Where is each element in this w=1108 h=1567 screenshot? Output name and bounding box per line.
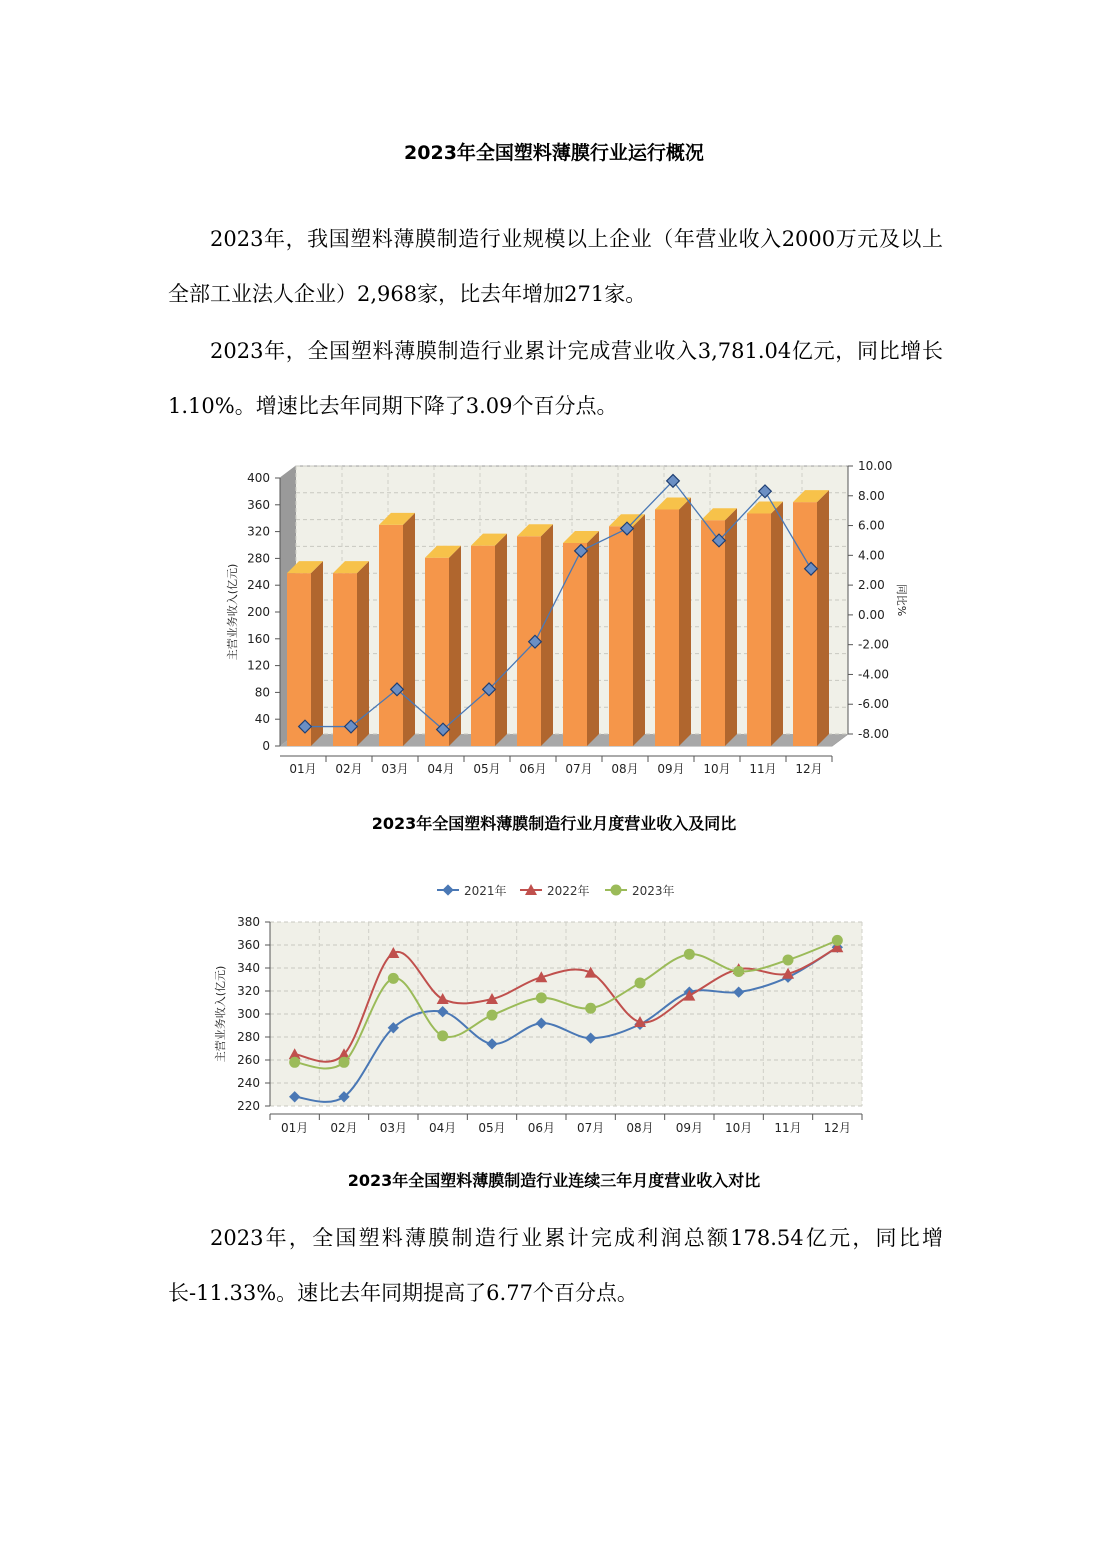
y-tick-label: 220 [237, 1099, 260, 1113]
y2-axis-title: 同比% [895, 583, 908, 617]
x-tick-label: 04月 [429, 1121, 457, 1135]
series-point-2 [635, 977, 646, 988]
y-tick-label: 360 [237, 938, 260, 952]
x-tick-label: 05月 [473, 762, 501, 776]
y-tick-label: 40 [254, 712, 270, 727]
y-tick-label: 320 [237, 984, 260, 998]
y-tick-label: 240 [247, 578, 270, 593]
series-point-2 [487, 1010, 498, 1021]
y-axis-title: 主营业务收入(亿元) [226, 563, 239, 661]
series-point-2 [684, 949, 695, 960]
series-point-2 [832, 935, 843, 946]
y-tick-label: 160 [247, 631, 270, 646]
x-tick-label: 08月 [626, 1121, 654, 1135]
x-tick-label: 09月 [675, 1121, 703, 1135]
y2-tick-label: 0.00 [858, 607, 885, 622]
y-tick-label: 400 [247, 471, 270, 485]
paragraph-enterprises: 2023年，我国塑料薄膜制造行业规模以上企业（年营业收入2000万元及以上全部工业法人企业）2,968家，比去年增加271家。 [168, 227, 943, 306]
x-tick-label: 01月 [289, 762, 317, 776]
series-point-2 [585, 1003, 596, 1014]
x-tick-label: 06月 [519, 762, 547, 776]
paragraph-profit: 2023年，全国塑料薄膜制造行业累计完成利润总额178.54亿元，同比增长-11.33%。速比去年同期提高了6.77个百分点。 [168, 1226, 943, 1305]
y-tick-label: 260 [237, 1053, 260, 1067]
legend-label: 2023年 [632, 884, 675, 898]
x-tick-label: 08月 [611, 762, 639, 776]
legend-marker [611, 885, 622, 896]
y-axis-title: 主营业务收入(亿元) [214, 965, 227, 1063]
chart1-caption: 2023年全国塑料薄膜制造行业月度营业收入及同比 [371, 814, 737, 833]
y-tick-label: 360 [247, 497, 270, 512]
y2-tick-label: 8.00 [858, 488, 885, 503]
y-tick-label: 380 [237, 915, 260, 929]
series-point-2 [289, 1057, 300, 1068]
series-point-2 [339, 1057, 350, 1068]
chart2-caption: 2023年全国塑料薄膜制造行业连续三年月度营业收入对比 [347, 1171, 761, 1190]
x-tick-label: 11月 [749, 762, 777, 776]
x-tick-label: 04月 [427, 762, 455, 776]
y2-tick-label: -6.00 [858, 697, 890, 712]
y-tick-label: 120 [247, 658, 270, 673]
y-tick-label: 280 [247, 551, 270, 566]
x-tick-label: 10月 [703, 762, 731, 776]
x-tick-label: 12月 [823, 1121, 851, 1135]
x-tick-label: 02月 [330, 1121, 358, 1135]
x-tick-label: 06月 [527, 1121, 555, 1135]
x-tick-label: 05月 [478, 1121, 506, 1135]
x-tick-label: 02月 [335, 762, 363, 776]
series-point-2 [783, 954, 794, 965]
series-point-2 [536, 992, 547, 1003]
x-tick-label: 07月 [577, 1121, 605, 1135]
y-tick-label: 340 [237, 961, 260, 975]
document-title: 2023年全国塑料薄膜行业运行概况 [404, 142, 704, 164]
legend-label: 2021年 [464, 884, 507, 898]
x-tick-label: 03月 [381, 762, 409, 776]
x-tick-label: 03月 [379, 1121, 407, 1135]
legend-marker [442, 884, 453, 895]
y2-tick-label: 6.00 [858, 518, 885, 533]
x-tick-label: 12月 [795, 762, 823, 776]
y-tick-label: 320 [247, 524, 270, 539]
paragraph-revenue: 2023年，全国塑料薄膜制造行业累计完成营业收入3,781.04亿元，同比增长1.10%。增速比去年同期下降了3.09个百分点。 [168, 339, 943, 418]
series-point-2 [733, 966, 744, 977]
y2-tick-label: -2.00 [858, 637, 890, 652]
y-tick-label: 300 [237, 1007, 260, 1021]
y2-tick-label: -8.00 [858, 727, 890, 741]
y2-tick-label: -4.00 [858, 667, 890, 682]
y-tick-label: 0 [262, 739, 270, 753]
series-point-2 [388, 973, 399, 984]
y2-tick-label: 4.00 [858, 548, 885, 563]
x-tick-label: 01月 [281, 1121, 309, 1135]
legend-label: 2022年 [547, 884, 590, 898]
x-tick-label: 07月 [565, 762, 593, 776]
x-tick-label: 10月 [725, 1121, 753, 1135]
y2-tick-label: 2.00 [858, 578, 885, 593]
y-tick-label: 200 [247, 605, 270, 619]
y-tick-label: 240 [237, 1076, 260, 1090]
y-tick-label: 280 [237, 1030, 260, 1044]
series-point-2 [437, 1030, 448, 1041]
y2-tick-label: 10.00 [858, 459, 893, 473]
x-tick-label: 09月 [657, 762, 685, 776]
x-tick-label: 11月 [774, 1121, 802, 1135]
y-tick-label: 80 [254, 685, 270, 700]
